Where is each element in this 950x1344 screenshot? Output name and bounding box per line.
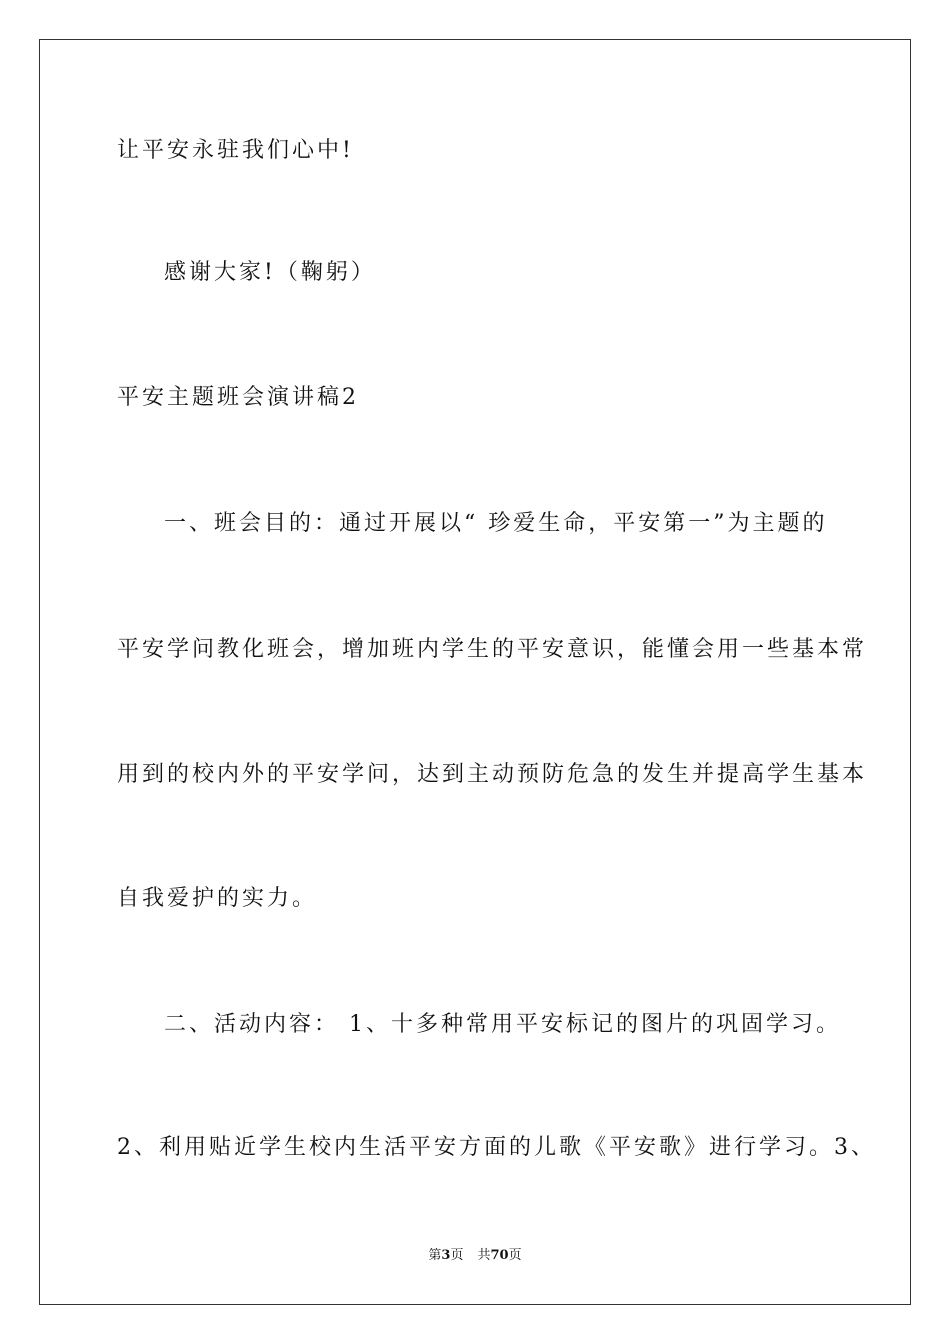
- text-line-4: 一、班会目的：通过开展以“ 珍爱生命，平安第一”为主题的: [164, 511, 828, 536]
- text-line-6: 用到的校内外的平安学问，达到主动预防危急的发生并提高学生基本: [117, 762, 868, 787]
- text-line-9: 2、利用贴近学生校内生活平安方面的儿歌《平安歌》进行学习。3、: [117, 1135, 876, 1160]
- text-line-5: 平安学问教化班会，增加班内学生的平安意识，能懂会用一些基本常: [117, 637, 868, 662]
- text-line-7: 自我爱护的实力。: [117, 886, 318, 911]
- page-frame: [39, 39, 911, 1305]
- text-line-2: 感谢大家!（鞠躬）: [164, 260, 376, 285]
- footer-total-prefix: 共: [477, 1248, 491, 1263]
- footer-page-number: 3: [441, 1248, 451, 1263]
- footer-prefix: 第: [428, 1248, 442, 1263]
- footer-page-suffix: 页: [450, 1248, 464, 1263]
- footer-total-pages: 70: [490, 1248, 509, 1263]
- section-heading: 平安主题班会演讲稿2: [117, 385, 359, 410]
- text-line-8: 二、活动内容： 1、十多种常用平安标记的图片的巩固学习。: [164, 1012, 841, 1037]
- text-line-1: 让平安永驻我们心中!: [117, 138, 354, 163]
- page-footer: [0, 1246, 950, 1266]
- footer-total-suffix: 页: [508, 1248, 522, 1263]
